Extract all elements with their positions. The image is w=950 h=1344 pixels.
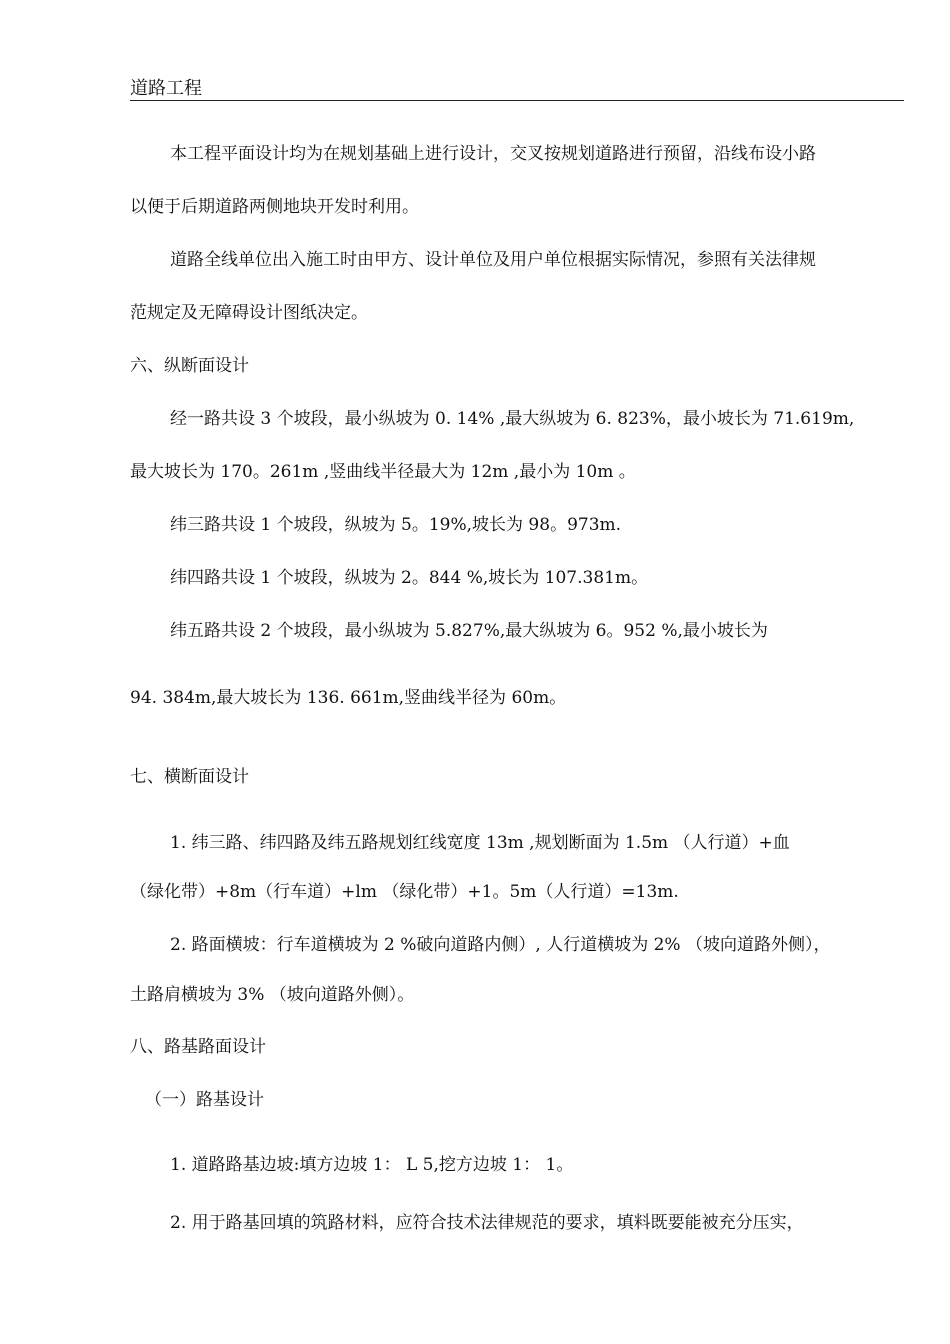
section-heading: 七、横断面设计 <box>130 767 249 787</box>
list-item: 2. 用于路基回填的筑路材料，应符合技术法律规范的要求，填料既要能被充分压实， <box>170 1213 804 1233</box>
paragraph-line: 最大坡长为 170。261m ,竖曲线半径最大为 12m ,最小为 10m 。 <box>130 462 636 482</box>
subsection-heading: （一）路基设计 <box>145 1090 264 1110</box>
paragraph-line: （绿化带）+8m（行车道）+lm （绿化带）+1。5m（人行道）=13m. <box>130 882 679 902</box>
paragraph-line: 土路肩横坡为 3% （坡向道路外侧）。 <box>130 985 415 1005</box>
paragraph-line: 纬五路共设 2 个坡段，最小纵坡为 5.827%,最大纵坡为 6。952 %,最小坡长为 <box>170 621 768 641</box>
section-heading: 六、纵断面设计 <box>130 356 249 376</box>
paragraph-line: 道路全线单位出入施工时由甲方、设计单位及用户单位根据实际情况，参照有关法律规 <box>170 250 816 270</box>
paragraph-line: 纬四路共设 1 个坡段，纵坡为 2。844 %,坡长为 107.381m。 <box>170 568 649 588</box>
list-item: 1. 道路路基边坡:填方边坡 1： L 5,挖方边坡 1： 1。 <box>170 1155 574 1175</box>
page-header <box>130 78 904 101</box>
paragraph-line: 经一路共设 3 个坡段，最小纵坡为 0. 14% ,最大纵坡为 6. 823%，最小坡长为 71.619m, <box>170 409 855 429</box>
list-item: 1. 纬三路、纬四路及纬五路规划红线宽度 13m ,规划断面为 1.5m （人行道）+血 <box>170 833 790 853</box>
header-title: 道路工程 <box>130 78 202 99</box>
paragraph-line: 纬三路共设 1 个坡段，纵坡为 5。19%,坡长为 98。973m. <box>170 515 622 535</box>
list-item: 2. 路面横坡：行车道横坡为 2 %破向道路内侧）, 人行道横坡为 2% （坡向道路外侧）， <box>170 935 831 955</box>
section-heading: 八、路基路面设计 <box>130 1037 266 1057</box>
paragraph-line: 本工程平面设计均为在规划基础上进行设计，交叉按规划道路进行预留，沿线布设小路 <box>170 144 816 164</box>
paragraph-line: 范规定及无障碍设计图纸决定。 <box>130 303 368 323</box>
paragraph-line: 94. 384m,最大坡长为 136. 661m,竖曲线半径为 60m。 <box>130 688 567 708</box>
paragraph-line: 以便于后期道路两侧地块开发时利用。 <box>130 197 419 217</box>
